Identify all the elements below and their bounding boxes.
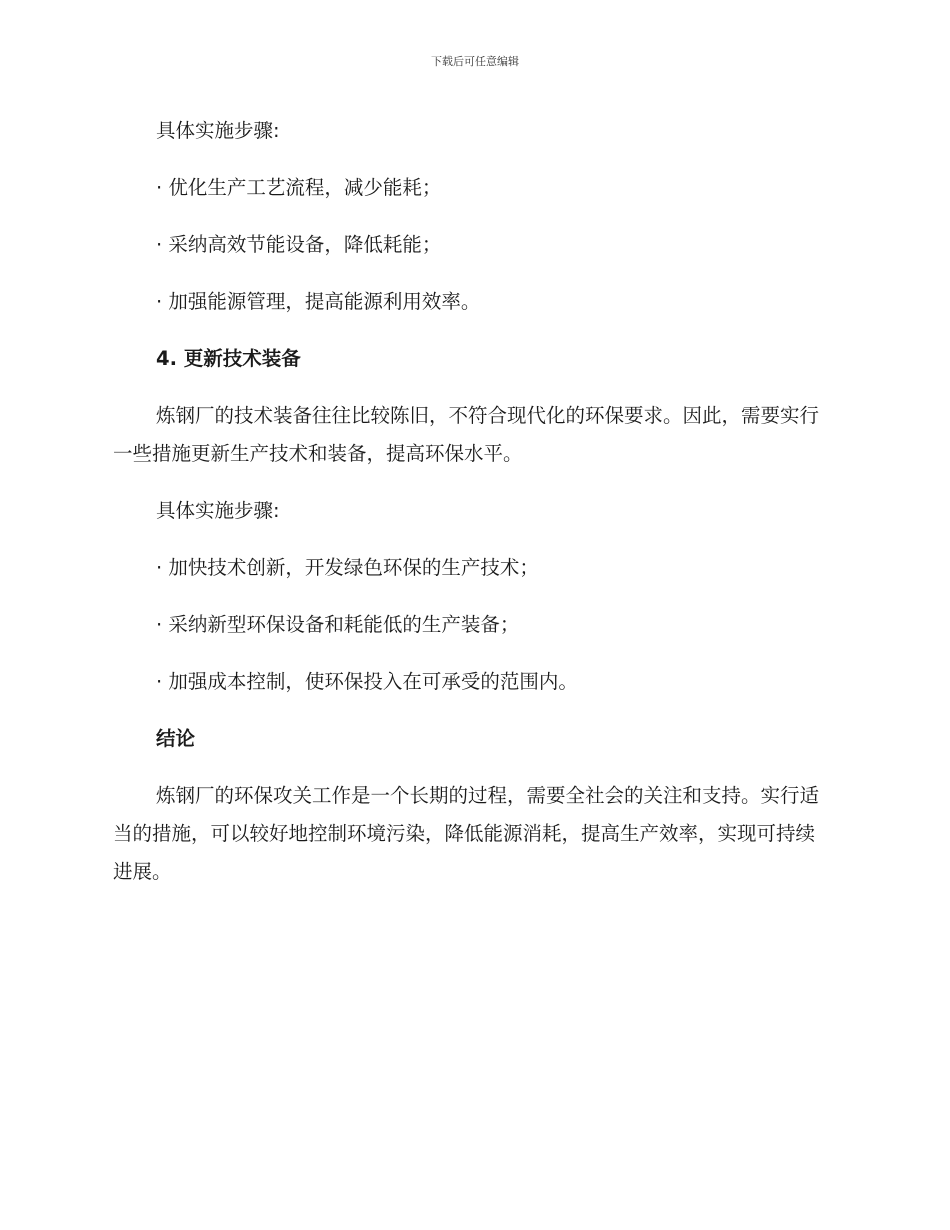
steps-label: 具体实施步骤: <box>156 499 280 522</box>
conclusion-paragraph: 炼钢厂的环保攻关工作是一个长期的过程，需要全社会的关注和支持。实行适当的措施，可以较好地控制环境污染，降低能源消耗，提高生产效率，实现可持续进展。 <box>113 784 820 883</box>
bullet-item: · 加快技术创新，开发绿色环保的生产技术； <box>156 556 539 579</box>
page-header: 下载后可任意编辑 <box>431 55 519 68</box>
steps-label: 具体实施步骤: <box>156 119 280 142</box>
bullet-item: · 采纳新型环保设备和耗能低的生产装备； <box>156 613 520 636</box>
document-body <box>113 112 833 910</box>
body-paragraph: 炼钢厂的技术装备往往比较陈旧，不符合现代化的环保要求。因此，需要实行一些措施更新生产技术和装备，提高环保水平。 <box>113 404 820 465</box>
bullet-item: · 采纳高效节能设备，降低耗能； <box>156 233 442 256</box>
bullet-item: · 优化生产工艺流程，减少能耗； <box>156 176 442 199</box>
section-heading: 4. 更新技术装备 <box>156 347 301 370</box>
conclusion-heading: 结论 <box>156 727 196 750</box>
bullet-item: · 加强能源管理，提高能源利用效率。 <box>156 290 481 313</box>
bullet-item: · 加强成本控制，使环保投入在可承受的范围内。 <box>156 670 578 693</box>
